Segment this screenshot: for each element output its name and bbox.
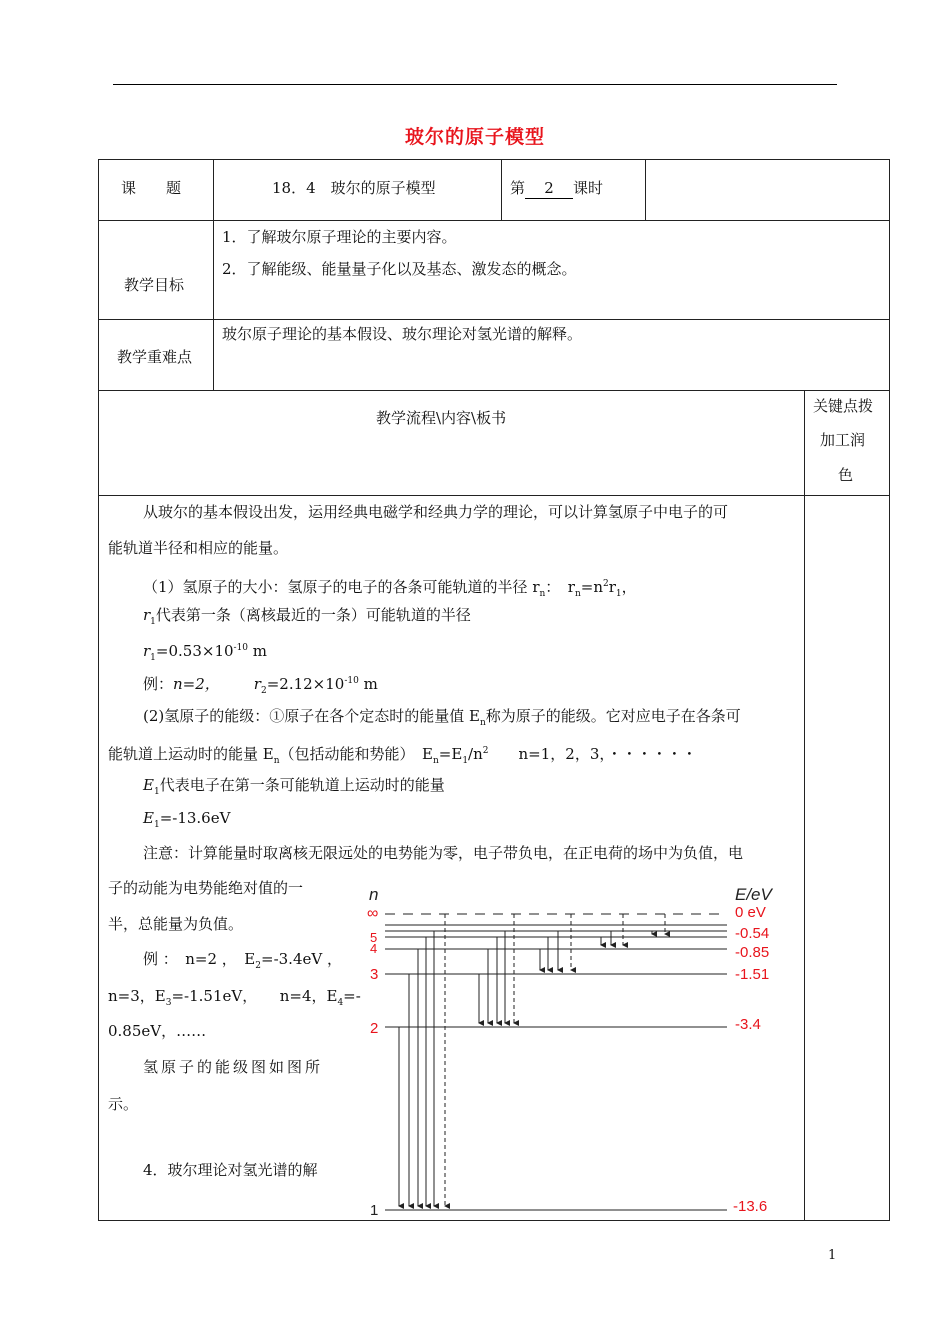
level-energy-label: -3.4 (735, 1016, 761, 1033)
note-paragraph: 子的动能为电势能绝对值的一 (108, 879, 304, 897)
level-energy-label: -0.85 (735, 944, 770, 961)
subject-value: 18．4 玻尔的原子模型 (272, 179, 436, 197)
side-label: 加工润 (820, 431, 866, 449)
r1-definition: $r_1$代表第一条（离核最近的一条）可能轨道的半径 (143, 606, 471, 627)
content-paragraph: 从玻尔的基本假设出发，运用经典电磁学和经典力学的理论，可以计算氢原子中电子的可 (143, 503, 729, 521)
level-n-label: 5 (370, 930, 378, 945)
example-energy: n=3，$E_3=-1.51eV$， n=4，$E_4=-$ (108, 987, 361, 1008)
level-n-label: 1 (370, 1202, 379, 1219)
figure-reference: 示。 (108, 1095, 139, 1113)
example-energy: 0.85eV，…… (108, 1022, 207, 1040)
example-energy: 例 ： n=2 ， $E_2=-3.4eV$ ， (143, 950, 342, 971)
page-number: 1 (828, 1248, 837, 1263)
transitions-to-n1 (399, 914, 445, 1206)
transitions-to-n2 (479, 914, 514, 1023)
level-energy-label: -0.54 (735, 925, 770, 942)
content-paragraph: 能轨道半径和相应的能量。 (108, 539, 289, 557)
e1-definition: $E_1$代表电子在第一条可能轨道上运动时的能量 (143, 776, 445, 797)
n-axis-label: n (369, 885, 379, 904)
note-paragraph: 半，总能量为负值。 (108, 915, 244, 933)
figure-reference: 氢原子的能级图如图所 (143, 1058, 324, 1076)
e1-value: $E_1=-13.6eV$ (143, 809, 231, 830)
page-title: 玻尔的原子模型 (404, 126, 545, 148)
level-n-label: ∞ (367, 905, 379, 922)
goal-item: 2．了解能级、能量量子化以及基态、激发态的概念。 (222, 260, 577, 278)
goal-item: 1．了解玻尔原子理论的主要内容。 (222, 228, 457, 246)
side-label: 关键点拨 (813, 397, 874, 415)
goals-label: 教学目标 (124, 276, 185, 294)
section-heading: 4．玻尔理论对氢光谱的解 (143, 1161, 318, 1179)
e-axis-label: E/eV (735, 885, 772, 904)
energy-formula: 能轨道上运动时的能量 $E_n$（包括动能和势能） $E_n=E_1/n^2$ n=1，2，3，・・・・・・ (108, 745, 697, 766)
level-energy-label: 0 eV (735, 904, 766, 921)
level-n-label: 4 (370, 941, 378, 956)
transitions-to-n3 (540, 914, 571, 970)
keypoints-text: 玻尔原子理论的基本假设、玻尔理论对氢光谱的解释。 (222, 325, 583, 343)
level-energy-label: -1.51 (735, 966, 770, 983)
subject-label: 课 题 (121, 179, 182, 197)
example-r2: 例：n=2， $r_2=2.12\times 10^{-10}$ m (143, 675, 378, 696)
note-paragraph: 注意：计算能量时取离核无限远处的电势能为零，电子带负电，在正电荷的场中为负值，电 (143, 844, 744, 862)
r1-value: $r_1=0.53\times 10^{-10}$ m (143, 642, 268, 663)
period-field: 第 2 课时 (510, 179, 604, 197)
keypoints-label: 教学重难点 (117, 348, 193, 366)
level-energy-label: -13.6 (733, 1198, 768, 1215)
header-rule (113, 84, 837, 85)
transitions-to-n4 (601, 914, 623, 945)
level-n-label: 3 (370, 966, 379, 983)
flow-label: 教学流程\内容\板书 (376, 409, 507, 427)
side-label: 色 (838, 466, 854, 484)
level-n-label: 2 (370, 1020, 379, 1037)
radius-formula: （1）氢原子的大小：氢原子的电子的各条可能轨道的半径 $r_n$： $r_n=n^2r_1$， (143, 578, 637, 599)
energy-level-diagram (355, 880, 795, 1220)
energy-level-paragraph: (2)氢原子的能级：①原子在各个定态时的能量值 $E_n$称为原子的能级。它对应电子在各条可 (143, 707, 741, 728)
